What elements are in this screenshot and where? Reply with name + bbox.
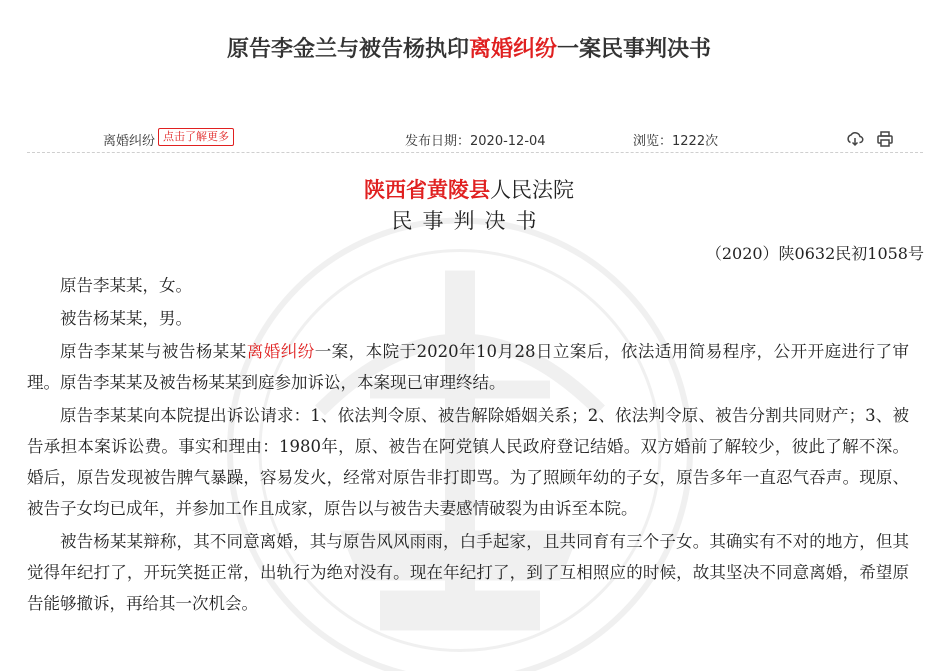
paragraph: 被告杨某某，男。	[60, 309, 192, 328]
download-icon[interactable]	[846, 130, 864, 148]
document-type: 民事判决书	[391, 209, 547, 233]
printer-icon[interactable]	[876, 130, 894, 148]
meta-bar	[0, 128, 938, 150]
title-prefix: 原告李金兰与被告杨执印	[226, 37, 469, 62]
page-title	[0, 32, 938, 63]
judgment-body	[27, 270, 909, 621]
view-count: 浏览：1222次	[633, 134, 719, 149]
paragraph: 原告李某某，女。	[60, 276, 192, 295]
paragraph: 被告杨某某辩称，其不同意离婚，其与原告风风雨雨，白手起家，且共同育有三个子女。其确实有不对的地方，但其觉得年纪打了，开玩笑挺正常，出轨行为绝对没有。现在年纪打了，到了互相照应的时候，故其坚决不同意离婚，希望原告能够撤诉，再给其一次机会。	[27, 532, 909, 613]
title-suffix: 一案民事判决书	[557, 37, 712, 62]
category-tag[interactable]: 离婚纠纷	[103, 134, 156, 149]
publish-date: 发布日期：2020-12-04	[405, 134, 546, 149]
keyword-link[interactable]: 离婚纠纷	[246, 342, 315, 361]
learn-more-button[interactable]: 点击了解更多	[158, 128, 234, 146]
court-suffix: 人民法院	[490, 178, 574, 202]
paragraph	[27, 336, 909, 398]
court-name	[0, 174, 938, 204]
paragraph-text: 一案，本院于2020年10月28日立案后，依法适用简易程序，公开开庭进行了审理。原告李某某及被告杨某某到庭参加诉讼，本案现已审理终结。	[27, 342, 910, 392]
case-number: （2020）陕0632民初1058号	[705, 244, 924, 263]
title-highlight[interactable]: 离婚纠纷	[468, 37, 557, 62]
court-region[interactable]: 陕西省黄陵县	[364, 177, 490, 202]
paragraph-text: 原告李某某与被告杨某某	[60, 342, 247, 361]
paragraph: 原告李某某向本院提出诉讼请求：1、依法判令原、被告解除婚姻关系；2、依法判令原、被告分割共同财产；3、被告承担本案诉讼费。事实和理由：1980年，原、被告在阿党镇人民政府登记结婚。双方婚前了解较少，彼此了解不深。婚后，原告发现被告脾气暴躁，容易发火，经常对原告非打即骂。为了照顾年幼的子女，原告多年一直忍气吞声。现原、被告子女均已成年，并参加工作且成家，原告以与被告夫妻感情破裂为由诉至本院。	[27, 406, 909, 518]
